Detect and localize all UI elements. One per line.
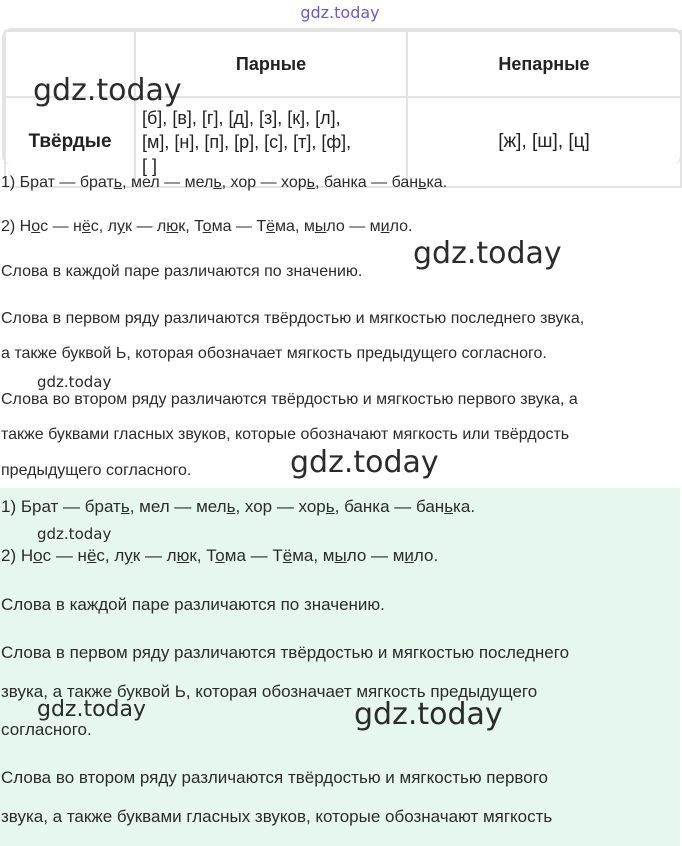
answer2-p2c: согласного. [1, 720, 92, 739]
watermark-mid2: gdz.today [290, 445, 439, 480]
header-paired: Парные [135, 31, 407, 97]
unpaired-consonants: [ж], [ш], [ц] [407, 97, 681, 187]
watermark-mid1: gdz.today [413, 236, 562, 271]
answer1-p2a: Слова в первом ряду различаются твёрдостью и мягкостью последнего звука, [1, 310, 585, 327]
answer2-p1: Слова в каждой паре различаются по значению. [1, 595, 385, 614]
watermark-small3: gdz.today [37, 697, 147, 722]
answer1-p3c: предыдущего согласного. [1, 462, 192, 479]
answer1-line1: 1) Брат — брать, мел — мель, хор — хорь, банка — банька. [1, 174, 448, 191]
watermark-small2: gdz.today [37, 525, 112, 543]
watermark-table: gdz.today [33, 73, 182, 108]
answer1-p3b: также буквами гласных звуков, которые обозначают мягкость или твёрдость [1, 426, 570, 443]
header-unpaired: Непарные [407, 31, 681, 97]
answer2-line1: 1) Брат — брать, мел — мель, хор — хорь, банка — банька. [1, 497, 476, 516]
answer1-line2: 2) Нос — нёс, лук — люк, Тома — Тёма, мыло — мило. [1, 218, 413, 235]
row-label-hard: Твёрдые [5, 97, 135, 187]
answer1-p2b: а также буквой Ь, которая обозначает мягкость предыдущего согласного. [1, 345, 547, 362]
watermark-mid3: gdz.today [354, 697, 503, 732]
answer1-p1: Слова в каждой паре различаются по значению. [1, 263, 363, 280]
answer2-p2a: Слова в первом ряду различаются твёрдостью и мягкостью последнего [1, 643, 570, 662]
answer1-p3a: Слова во втором ряду различаются твёрдостью и мягкостью первого звука, а [1, 391, 578, 408]
answer2-line2: 2) Нос — нёс, лук — люк, Тома — Тёма, мыло — мило. [1, 546, 439, 565]
watermark-top: gdz.today [300, 3, 380, 22]
answer2-p2b: звука, а также буквой Ь, которая обозначает мягкость предыдущего [1, 682, 538, 701]
answer2-p3a: Слова во втором ряду различаются твёрдостью и мягкостью первого [1, 768, 548, 787]
watermark-small1: gdz.today [37, 373, 112, 391]
paired-consonants: [б], [в], [г], [д], [з], [к], [л], [м], [н], [п], [р], [с], [т], [ф], [ ] [135, 97, 407, 187]
answer2-p3b: звука, а также буквами гласных звуков, которые обозначают мягкость [1, 807, 553, 826]
